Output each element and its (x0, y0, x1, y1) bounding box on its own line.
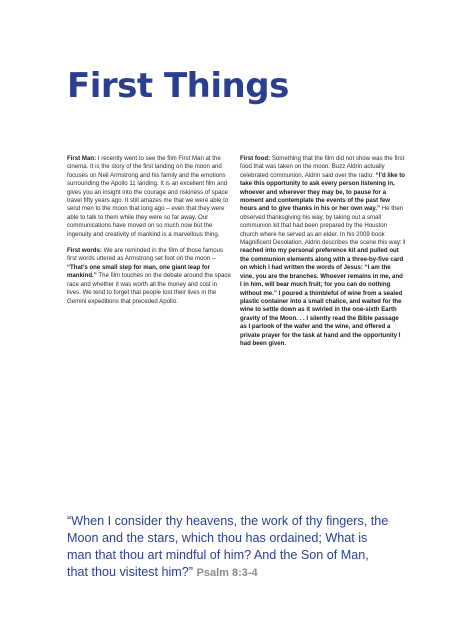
lead-first-words: First words: (67, 247, 102, 255)
quote-aldrin-radio: “I’d like to take this opportunity to ask every person listening in, whoever and wherever they may be, to pause for a moment and contemplate the events of the past few hours and to give thanks in his or her own way.” (240, 171, 405, 213)
text-first-words-b: The film touches on the debate around the space race and whether it was worth all the money and cost in lives. We tend to forget that people lost their lives in the Gemini expeditions that preceded Apollo. (67, 272, 231, 305)
left-column (67, 155, 232, 314)
paragraph-first-food (240, 155, 405, 348)
lead-first-man: First Man: (67, 155, 97, 162)
quote-aldrin-book: I reached into my personal preference kit and pulled out the communion elements along with a three-by-five card on which I had written the words of Jesus: “I am the vine, you are the branches. Whoever remains in me, and I in him, will bear much fruit; for you can do nothing without me.” I poured a thimbleful of wine from a sealed plastic container into a small chalice, and waited for the wine to settle down as it swirled in the one-sixth Earth gravity of the Moon. . . I silently read the Bible passage as I partook of the wafer and the wine, and offered a private prayer for the task at hand and the opportunity I had been given. (240, 239, 405, 347)
text-first-man: I recently went to see the film First Man at the cinema. It is the story of the first landing on the moon and focuses on Neil Armstrong and his family and the emotions surrounding the Apollo 11 landing. It is an excellent film and gives you an insight into the courage and riskiness of space travel fifty years ago. It still amazes me that we were able to send men to the moon that long ago – even that they were able to talk to them while they were so far away. Our communications have moved on so much now but the ingenuity and creativity of mankind is a marvellous thing. (67, 155, 229, 238)
paragraph-first-words (67, 247, 232, 306)
text-first-food-a: Something that the film did not show was the first food that was taken on the moon. Buzz Aldrin actually celebrated communion. Aldrin said over the radio: (240, 155, 405, 179)
quote-armstrong: “That’s one small step for man, one giant leap for mankind.” (67, 263, 211, 280)
paragraph-first-man (67, 155, 232, 239)
scripture-text: “When I consider thy heavens, the work of thy fingers, the Moon and the stars, which thou has ordained; What is man that thou art mindful of him? And the Son of Man, that thou visitest him?” (67, 514, 389, 579)
text-first-words-a: We are reminded in the film of those famous first words uttered as Armstrong set foot on the moon – (67, 247, 224, 263)
text-first-food-b: He then observed thanksgiving his way, by taking out a small communion kit that had been prepared by the Houston church where he served as an elder. In his 2009 book Magnificent Desolation, Aldrin describes the scene this way: (240, 205, 404, 247)
right-column (240, 155, 405, 356)
scripture-quote (67, 513, 392, 582)
page-title: First Things (67, 66, 289, 106)
scripture-reference: Psalm 8:3-4 (196, 567, 258, 579)
lead-first-food: First food: (240, 155, 271, 162)
